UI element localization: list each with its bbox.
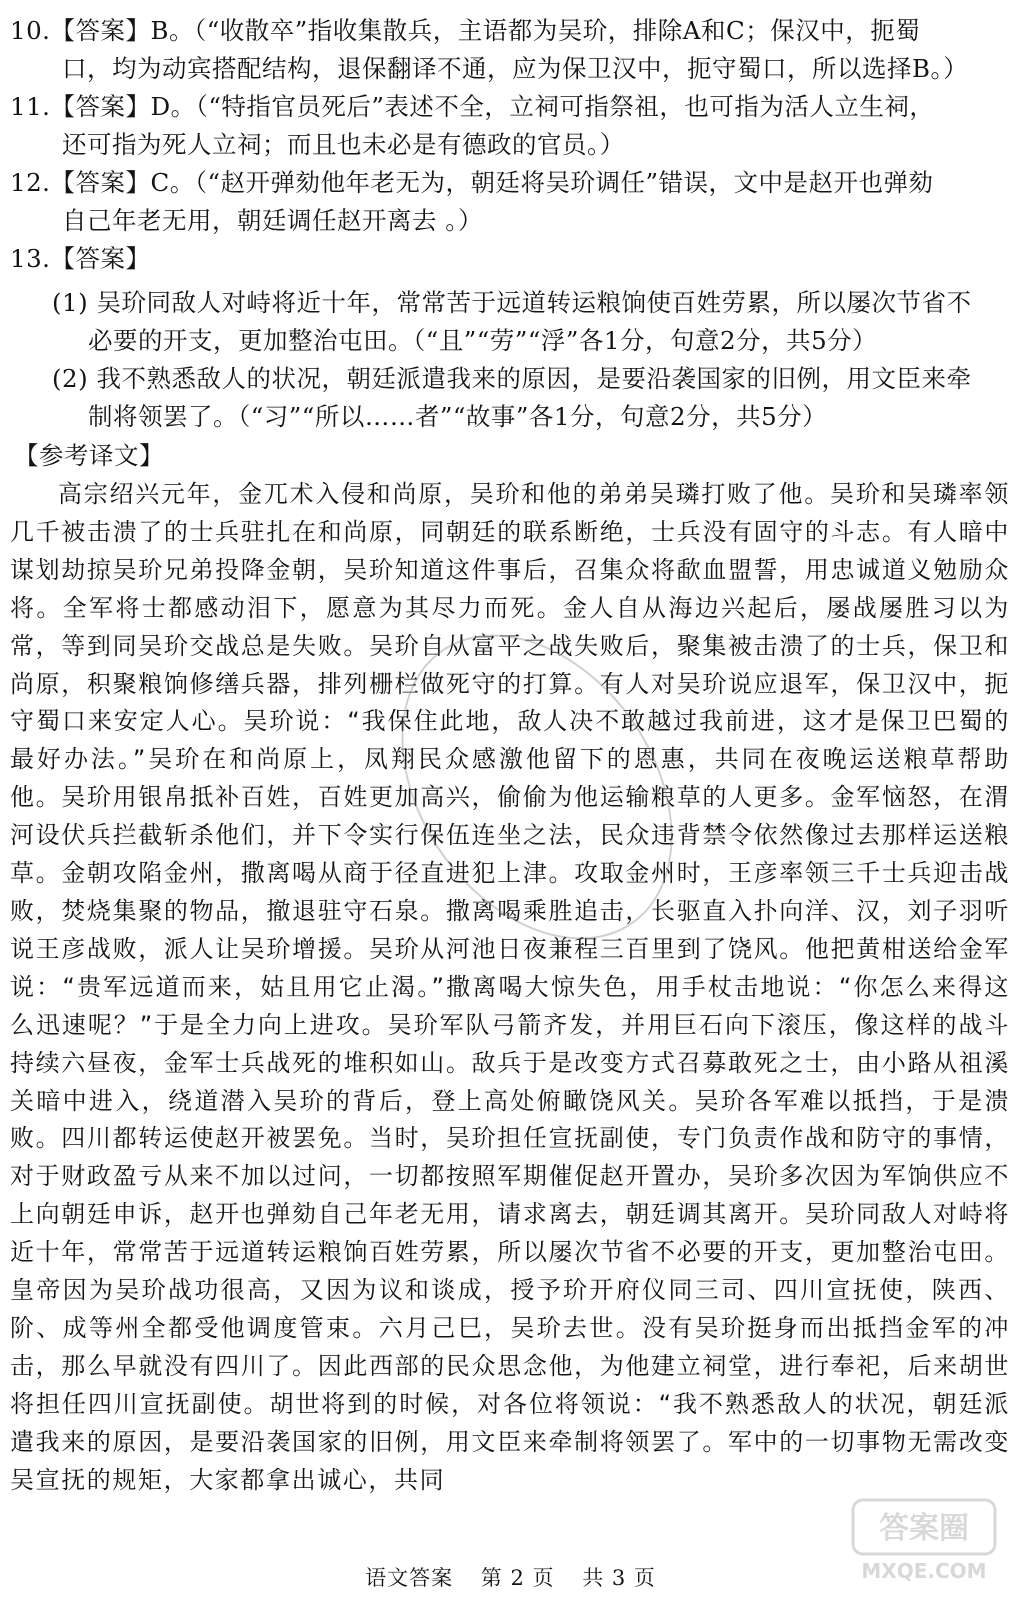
footer-page-total: 共 3 页 — [582, 1566, 656, 1590]
answer-13-part-2-line2: 制将领罢了。（“习”“所以……者”“故事”各1分，句意2分，共5分） — [88, 402, 828, 431]
answer-10-line2: 口，均为动宾搭配结构，退保翻译不通，应为保卫汉中，扼守蜀口，所以选择B。） — [62, 54, 969, 83]
page-footer — [0, 1562, 1021, 1592]
svg-text:MXQE.COM: MXQE.COM — [861, 1559, 987, 1583]
answer-12-line1: 12.【答案】C。（“赵开弹劾他年老无为，朝廷将吴玠调任”错误，文中是赵开也弹劾 — [10, 168, 934, 197]
translation-title: 【参考译文】 — [14, 441, 164, 470]
svg-text:答案圈: 答案圈 — [879, 1511, 969, 1546]
answer-11 — [10, 88, 1010, 164]
answer-12-line2: 自己年老无用，朝廷调任赵开离去 。） — [62, 206, 484, 235]
footer-page-number: 第 2 页 — [480, 1566, 555, 1590]
answer-13-part-2 — [52, 360, 1012, 436]
answer-11-line2: 还可指为死人立祠；而且也未必是有德政的官员。） — [62, 130, 625, 159]
translation-text: 高宗绍兴元年，金兀术入侵和尚原，吴玠和他的弟弟吴璘打败了他。吴玠和吴璘率领几千被击溃了的士兵驻扎在和尚原，同朝廷的联系断绝，士兵没有固守的斗志。有人暗中谋划劫掠吴玠兄弟投降金朝，吴玠知道这件事后，召集众将歃血盟誓，用忠诚道义勉励众将。全军将士都感动泪下，愿意为其尽力而死。金人自从海边兴起后，屡战屡胜习以为常，等到同吴玠交战总是失败。吴玠自从富平之战失败后，聚集被击溃了的士兵，保卫和尚原，积聚粮饷修缮兵器，排列栅栏做死守的打算。有人对吴玠说应退军，保卫汉中，扼守蜀口来安定人心。吴玠说：“我保住此地，敌人决不敢越过我前进，这才是保卫巴蜀的最好办法。”吴玠在和尚原上，凤翔民众感激他留下的恩惠，共同在夜晚运送粮草帮助他。吴玠用银帛抵补百姓，百姓更加高兴，偷偷为他运输粮草的人更多。金军恼怒，在渭河设伏兵拦截斩杀他们，并下令实行保伍连坐之法，民众违背禁令依然像过去那样运送粮草。金朝攻陷金州，撒离喝从商于径直进犯上津。攻取金州时，王彦率领三千士兵迎击战败，焚烧集聚的物品，撤退驻守石泉。撒离喝乘胜追击，长驱直入扑向洋、汉，刘子羽听说王彦战败，派人让吴玠增援。吴玠从河池日夜兼程三百里到了饶风。他把黄柑送给金军说：“贵军远道而来，姑且用它止渴。”撒离喝大惊失色，用手杖击地说：“你怎么来得这么迅速呢？”于是全力向上进攻。吴玠军队弓箭齐发，并用巨石向下滚压，像这样的战斗持续六昼夜，金军士兵战死的堆积如山。敌兵于是改变方式召募敢死之士，由小路从祖溪关暗中进入，绕道潜入吴玠的背后，登上高处俯瞰饶风关。吴玠各军难以抵挡，于是溃败。四川都转运使赵开被罢免。当时，吴玠担任宣抚副使，专门负责作战和防守的事情，对于财政盈亏从来不加以过问，一切都按照军期催促赵开置办，吴玠多次因为军饷供应不上向朝廷申诉，赵开也弹劾自己年老无用，请求离去，朝廷调其离开。吴玠同敌人对峙将近十年，常常苦于远道转运粮饷百姓劳累，所以屡次节省不必要的开支，更加整治屯田。皇帝因为吴玠战功很高，又因为议和谈成，授予玠开府仪同三司、四川宣抚使，陕西、阶、成等州全都受他调度管束。六月己巳，吴玠去世。没有吴玠挺身而出抵挡金军的冲击，那么早就没有四川了。因此西部的民众思念他，为他建立祠堂，进行奉祀，后来胡世将担任四川宣抚副使。胡世将到的时候，对各位将领说：“我不熟悉敌人的状况，朝廷派遣我来的原因，是要沿袭国家的旧例，用文臣来牵制将领罢了。军中的一切事物无需改变吴宣抚的规矩，大家都拿出诚心，共同 — [10, 480, 1010, 1494]
footer-subject: 语文答案 — [365, 1566, 454, 1590]
answer-13 — [10, 240, 1010, 278]
answer-11-line1: 11.【答案】D。（“特指官员死后”表述不全，立祠可指祭祖，也可指为活人立生祠， — [10, 92, 935, 121]
answer-10-line1: 10.【答案】B。（“收散卒”指收集散兵，主语都为吴玠，排除A和C；保汉中，扼蜀 — [10, 16, 921, 45]
answer-13-part-1 — [52, 284, 1012, 360]
answer-12 — [10, 164, 1010, 240]
answer-13-part-1-line1: (1) 吴玠同敌人对峙将近十年，常常苦于远道转运粮饷使百姓劳累，所以屡次节省不 — [52, 288, 972, 317]
answer-13-part-2-line1: (2) 我不熟悉敌人的状况，朝廷派遣我来的原因，是要沿袭国家的旧例，用文臣来牵 — [52, 364, 972, 393]
answer-10 — [10, 12, 1010, 88]
answer-13-part-1-line2: 必要的开支，更加整治屯田。（“且”“劳”“浮”各1分，句意2分，共5分） — [88, 326, 878, 355]
answer-13-heading: 13.【答案】 — [10, 244, 151, 273]
